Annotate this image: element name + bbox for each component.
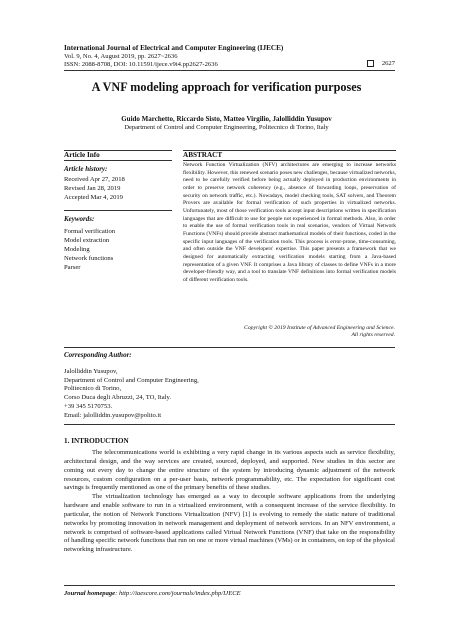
rights-reserved-line: All rights reserved. — [351, 332, 395, 339]
corresponding-line: +39 345 5170753. — [64, 402, 113, 410]
corresponding-bottom-rule — [64, 424, 395, 425]
keyword-item: Model extraction — [64, 237, 110, 244]
article-history-heading: Article history: — [64, 165, 108, 173]
journal-name: International Journal of Electrical and Computer Engineering (IJECE) — [64, 44, 284, 52]
body-paragraph: The telecommunications world is exhibiting a very rapid change in its various aspects such as service flexibility, architectural design, and the way services are created, sourced, deployed, and supported. New studies in this sector are coming out every day to change the entire structure of the system by introducing dynamic adjustment of the network resources, custom configuration on a per-user basis, network programmability, etc. The expectation for significant cost savings is frequently mentioned as one of the primary benefits of these studies. — [64, 449, 395, 492]
history-revised: Revised Jan 28, 2019 — [64, 185, 121, 192]
author-list: Guido Marchetto, Riccardo Sisto, Matteo Virgilio, Jalolliddin Yusupov — [121, 115, 332, 123]
corresponding-author-heading: Corresponding Author: — [64, 351, 132, 359]
abstract-heading: ABSTRACT — [183, 151, 223, 159]
journal-volume: Vol. 9, No. 4, August 2019, pp. 2627~2636 — [64, 53, 178, 60]
square-bullet-icon — [367, 60, 374, 67]
keyword-item: Modeling — [64, 246, 90, 253]
corresponding-line: Politecnico di Torino, — [64, 385, 122, 393]
keyword-item: Formal verification — [64, 228, 116, 235]
corresponding-line: Department of Control and Computer Engineering, — [64, 376, 199, 384]
keywords-top-rule — [64, 210, 172, 211]
homepage-link[interactable]: : http://iaescore.com/journals/index.php/IJECE — [115, 590, 241, 597]
article-info-sub-rule — [64, 160, 172, 161]
corresponding-line: Jalolliddin Yusupov, — [64, 368, 118, 375]
paper-title: A VNF modeling approach for verification purposes — [91, 80, 362, 94]
page-number: 2627 — [381, 60, 395, 67]
keyword-item: Parser — [64, 264, 81, 271]
author-affiliation: Department of Control and Computer Engineering, Politecnico di Torino, Italy — [124, 124, 329, 131]
header-divider — [64, 70, 395, 71]
corresponding-email[interactable]: Email: jalolliddin.yusupov@polito.it — [64, 411, 162, 419]
article-info-heading: Article Info — [64, 151, 100, 159]
copyright-line: Copyright © 2019 Institute of Advanced Engineering and Science. — [244, 325, 395, 331]
keywords-heading: Keywords: — [64, 215, 95, 223]
homepage-label: Journal homepage — [64, 590, 116, 597]
keyword-item: Network functions — [64, 255, 114, 262]
corresponding-top-rule — [64, 347, 395, 348]
abstract-body: Network Function Virtualization (NFV) architectures are emerging to increase networks flexibility. However, this renewed scenario poses new challenges, because virtualized networks, need to be carefully verified before being actually deployed in production environments in order to preserve network coherency (e.g., absence of forwarding loops, preservation of security on network traffic, etc.). Nowadays, model checking tools, SAT solvers, and Theorem Provers are available for formal verification of such properties in virtualized networks. Unfortunately, most of those verification tools accept input descriptions written in specification languages that are difficult to use for people not experienced in formal methods. Also, in order to enable the use of formal verification tools in real scenarios, vendors of Virtual Network Functions (VNFs) should provide abstract mathematical models of their functions, coded in the specific input languages of the verification tools. This process is error-prone, time-consuming, and often outside the VNF developers' expertise. This paper presents a framework that we designed for automatically extracting verification models starting from a Java-based representation of a given VNF. It comprises a Java library of classes to define VNFs in a more developer-friendly way, and a tool to translate VNF definitions into formal verification models of different verification tools. — [183, 162, 396, 283]
copyright-notice — [182, 325, 395, 340]
abstract-sub-rule — [183, 160, 396, 161]
introduction-body — [64, 449, 395, 555]
journal-homepage — [64, 590, 241, 597]
history-received: Received Apr 27, 2018 — [64, 176, 125, 183]
history-accepted: Accepted Mar 4, 2019 — [64, 194, 123, 201]
corresponding-line: Corso Duca degli Abruzzi, 24, TO, Italy. — [64, 394, 172, 402]
corresponding-author-details — [64, 368, 199, 420]
body-paragraph: The virtualization technology has emerged as a way to decouple software applications from the underlying hardware and enable software to run in a virtualized environment, with a consequent increase of the service flexibility. In particular, the notion of Network Functions Virtualization (NFV) [1] is evolving to remedy the static nature of traditional networks by promoting innovation in network management and deployment of network services. In an NFV environment, a network is comprised of software-based applications called Virtual Network Functions (VNF) that take on the responsibility of handling specific network functions that run on one or more virtual machines (VMs) or in containers, on top of the physical networking infrastructure. — [64, 493, 395, 554]
header-page-marker — [367, 60, 395, 67]
introduction-heading: 1. INTRODUCTION — [64, 437, 129, 445]
footer-rule — [64, 585, 395, 586]
journal-issn-doi: ISSN: 2088-8708, DOI: 10.11591/ijece.v9i4.pp2627-2636 — [64, 61, 218, 68]
